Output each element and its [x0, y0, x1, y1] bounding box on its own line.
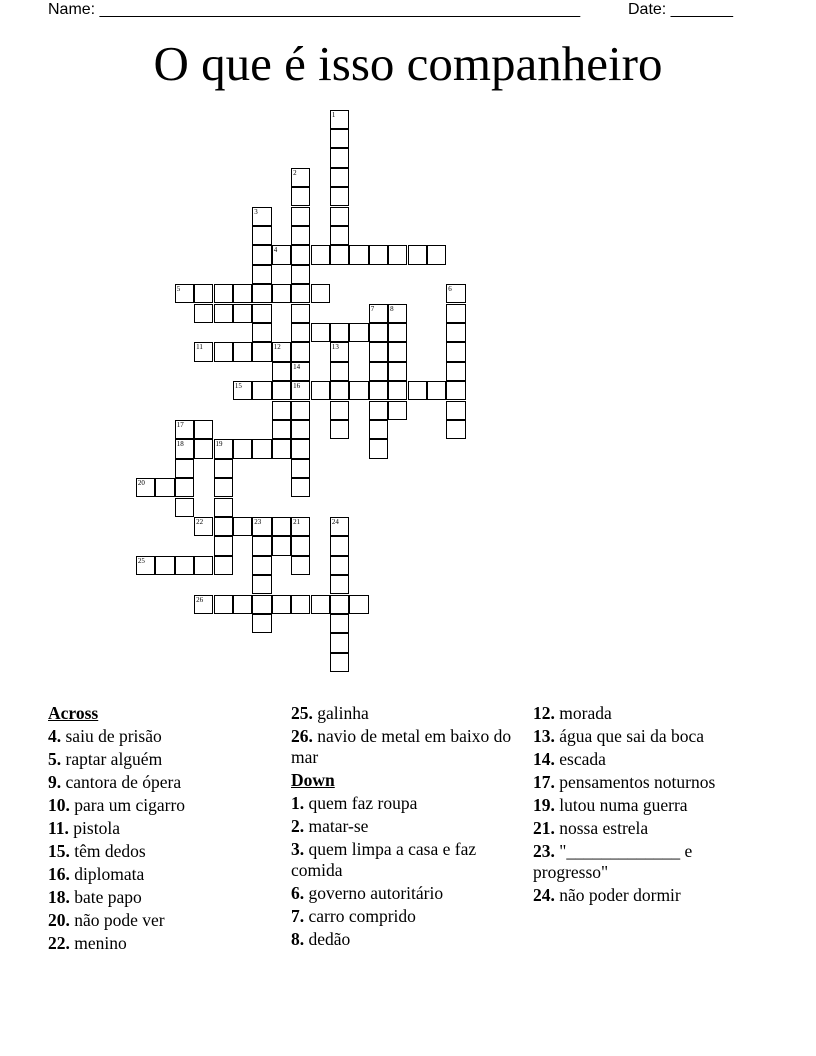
grid-cell[interactable]	[330, 420, 349, 439]
grid-cell[interactable]	[291, 226, 310, 245]
clue-item-number: 15.	[48, 841, 70, 861]
clue-item-number: 19.	[533, 795, 555, 815]
clue-item-text: água que sai da boca	[554, 726, 705, 746]
clue-item	[533, 885, 768, 906]
grid-cell[interactable]	[252, 342, 271, 361]
clue-column-3	[533, 703, 768, 908]
grid-cell[interactable]	[446, 401, 465, 420]
grid-cell[interactable]	[252, 284, 271, 303]
grid-cell[interactable]	[214, 284, 233, 303]
grid-cell[interactable]	[272, 595, 291, 614]
grid-cell[interactable]	[330, 401, 349, 420]
grid-cell[interactable]	[175, 284, 194, 303]
clue-item	[48, 772, 283, 793]
grid-cell[interactable]	[388, 401, 407, 420]
clue-item	[48, 749, 283, 770]
grid-cell[interactable]	[291, 517, 310, 536]
grid-cell[interactable]	[291, 362, 310, 381]
grid-cell[interactable]	[136, 478, 155, 497]
date-field-line: Date: _______	[628, 1, 733, 18]
grid-cell[interactable]	[214, 439, 233, 458]
clue-column-1	[48, 703, 283, 956]
grid-cell[interactable]	[330, 110, 349, 129]
grid-cell[interactable]	[272, 420, 291, 439]
grid-cell[interactable]	[330, 556, 349, 575]
grid-cell[interactable]	[272, 245, 291, 264]
clue-number: 18	[176, 440, 184, 449]
grid-cell[interactable]	[233, 284, 252, 303]
grid-cell[interactable]	[252, 304, 271, 323]
grid-cell[interactable]	[175, 439, 194, 458]
clue-item-text: têm dedos	[69, 841, 146, 861]
grid-cell[interactable]	[446, 323, 465, 342]
grid-cell[interactable]	[330, 342, 349, 361]
clue-item-text: bate papo	[69, 887, 142, 907]
clue-item	[291, 883, 526, 904]
grid-cell[interactable]	[194, 342, 213, 361]
grid-cell[interactable]	[194, 595, 213, 614]
grid-cell[interactable]	[446, 304, 465, 323]
grid-cell[interactable]	[155, 478, 174, 497]
grid-cell[interactable]	[388, 245, 407, 264]
name-field-line: Name: ______________________________________________________	[48, 1, 581, 18]
clue-item-text: lutou numa guerra	[554, 795, 688, 815]
grid-cell[interactable]	[233, 304, 252, 323]
clue-item-number: 25.	[291, 703, 313, 723]
clue-number: 7	[370, 304, 375, 313]
clue-item-number: 18.	[48, 887, 70, 907]
clue-item	[533, 818, 768, 839]
grid-cell[interactable]	[194, 556, 213, 575]
grid-cell[interactable]	[330, 323, 349, 342]
grid-cell[interactable]	[194, 439, 213, 458]
grid-cell[interactable]	[272, 401, 291, 420]
grid-cell[interactable]	[252, 265, 271, 284]
grid-cell[interactable]	[272, 362, 291, 381]
clue-number: 16	[293, 382, 301, 391]
clue-item-text: nossa estrela	[554, 818, 649, 838]
grid-cell[interactable]	[408, 381, 427, 400]
grid-cell[interactable]	[233, 381, 252, 400]
clue-item	[533, 841, 768, 883]
clue-item	[291, 703, 526, 724]
grid-cell[interactable]	[291, 478, 310, 497]
page-title: O que é isso companheiro	[153, 36, 663, 91]
grid-cell[interactable]	[252, 439, 271, 458]
clue-item-text: pensamentos noturnos	[554, 772, 716, 792]
clue-item-text: diplomata	[69, 864, 145, 884]
clue-item-text: pistola	[68, 818, 120, 838]
clue-item-text: não pode ver	[69, 910, 165, 930]
clue-item-text: quem faz roupa	[304, 793, 418, 813]
clue-item	[48, 795, 283, 816]
grid-cell[interactable]	[291, 342, 310, 361]
clue-item-number: 23.	[533, 841, 555, 861]
clue-number: 14	[293, 362, 301, 371]
grid-cell[interactable]	[175, 498, 194, 517]
grid-cell[interactable]	[369, 401, 388, 420]
clue-item-number: 12.	[533, 703, 555, 723]
grid-cell[interactable]	[194, 284, 213, 303]
grid-cell[interactable]	[349, 245, 368, 264]
clue-item-number: 9.	[48, 772, 62, 792]
clue-item	[533, 795, 768, 816]
clue-item	[48, 726, 283, 747]
clue-item	[48, 887, 283, 908]
clue-item	[533, 726, 768, 747]
clue-number: 23	[254, 517, 262, 526]
grid-cell[interactable]	[272, 342, 291, 361]
grid-cell[interactable]	[291, 536, 310, 555]
grid-cell[interactable]	[214, 342, 233, 361]
clue-item	[291, 816, 526, 837]
grid-cell[interactable]	[330, 362, 349, 381]
clue-item-number: 16.	[48, 864, 70, 884]
clue-item	[48, 933, 283, 954]
grid-cell[interactable]	[330, 517, 349, 536]
grid-cell[interactable]	[291, 207, 310, 226]
grid-cell[interactable]	[214, 517, 233, 536]
clue-number: 4	[273, 246, 278, 255]
grid-cell[interactable]	[446, 342, 465, 361]
grid-cell[interactable]	[175, 556, 194, 575]
down-heading: Down	[291, 770, 335, 790]
grid-cell[interactable]	[427, 245, 446, 264]
clue-number: 20	[137, 479, 145, 488]
grid-cell[interactable]	[388, 381, 407, 400]
grid-cell[interactable]	[330, 653, 349, 672]
clue-item-number: 7.	[291, 906, 305, 926]
clue-item-text: dedão	[304, 929, 351, 949]
grid-cell[interactable]	[272, 439, 291, 458]
grid-cell[interactable]	[330, 595, 349, 614]
grid-cell[interactable]	[233, 595, 252, 614]
clue-item	[291, 726, 526, 768]
grid-cell[interactable]	[252, 245, 271, 264]
clue-item	[291, 839, 526, 881]
clue-item-text: galinha	[312, 703, 369, 723]
grid-cell[interactable]	[272, 284, 291, 303]
clue-item-text: saiu de prisão	[61, 726, 162, 746]
grid-cell[interactable]	[233, 439, 252, 458]
grid-cell[interactable]	[252, 556, 271, 575]
grid-cell[interactable]	[291, 245, 310, 264]
clue-item-text: morada	[554, 703, 612, 723]
clue-item	[533, 772, 768, 793]
grid-cell[interactable]	[194, 420, 213, 439]
clue-item-text: menino	[69, 933, 127, 953]
clue-item-text: "_____________ e progresso"	[533, 841, 693, 882]
grid-cell[interactable]	[291, 304, 310, 323]
across-heading: Across	[48, 703, 99, 723]
grid-cell[interactable]	[252, 575, 271, 594]
clue-item	[533, 749, 768, 770]
clue-number: 1	[331, 110, 336, 119]
clue-item	[291, 793, 526, 814]
clue-item-number: 17.	[533, 772, 555, 792]
clue-item-number: 22.	[48, 933, 70, 953]
grid-cell[interactable]	[330, 129, 349, 148]
grid-cell[interactable]	[330, 207, 349, 226]
clue-item	[48, 818, 283, 839]
clue-item-text: matar-se	[304, 816, 369, 836]
grid-cell[interactable]	[155, 556, 174, 575]
grid-cell[interactable]	[349, 595, 368, 614]
clue-item-text: quem limpa a casa e faz comida	[291, 839, 477, 880]
grid-cell[interactable]	[446, 362, 465, 381]
clue-item-text: não poder dormir	[554, 885, 681, 905]
clue-item-number: 11.	[48, 818, 69, 838]
grid-cell[interactable]	[252, 323, 271, 342]
grid-cell[interactable]	[214, 304, 233, 323]
grid-cell[interactable]	[330, 381, 349, 400]
clue-item-number: 13.	[533, 726, 555, 746]
grid-cell[interactable]	[349, 381, 368, 400]
grid-cell[interactable]	[330, 614, 349, 633]
clue-number: 21	[293, 517, 301, 526]
grid-cell[interactable]	[214, 459, 233, 478]
grid-cell[interactable]	[388, 304, 407, 323]
clue-number: 15	[234, 382, 242, 391]
clue-item-number: 20.	[48, 910, 70, 930]
grid-cell[interactable]	[233, 342, 252, 361]
grid-cell[interactable]	[291, 284, 310, 303]
clue-item-text: carro comprido	[304, 906, 416, 926]
grid-cell[interactable]	[175, 478, 194, 497]
clue-item	[48, 841, 283, 862]
grid-cell[interactable]	[272, 381, 291, 400]
clue-item-number: 3.	[291, 839, 305, 859]
grid-cell[interactable]	[214, 498, 233, 517]
clue-item-number: 4.	[48, 726, 62, 746]
grid-cell[interactable]	[214, 478, 233, 497]
grid-cell[interactable]	[369, 245, 388, 264]
grid-cell[interactable]	[233, 517, 252, 536]
clue-number: 8	[390, 304, 394, 313]
grid-cell[interactable]	[252, 207, 271, 226]
clue-item-text: escada	[554, 749, 606, 769]
clue-item-number: 10.	[48, 795, 70, 815]
clue-item-text: governo autoritário	[304, 883, 444, 903]
grid-cell[interactable]	[388, 342, 407, 361]
clue-number: 26	[196, 595, 204, 604]
grid-cell[interactable]	[369, 304, 388, 323]
grid-cell[interactable]	[252, 226, 271, 245]
clue-number: 3	[254, 207, 258, 216]
clue-item-number: 1.	[291, 793, 305, 813]
clue-item	[48, 864, 283, 885]
grid-cell[interactable]	[291, 439, 310, 458]
grid-cell[interactable]	[330, 168, 349, 187]
grid-cell[interactable]	[175, 420, 194, 439]
grid-cell[interactable]	[291, 556, 310, 575]
grid-cell[interactable]	[330, 536, 349, 555]
clue-item-text: cantora de ópera	[61, 772, 182, 792]
grid-cell[interactable]	[388, 362, 407, 381]
grid-cell[interactable]	[291, 401, 310, 420]
grid-cell[interactable]	[214, 595, 233, 614]
clue-item-number: 8.	[291, 929, 305, 949]
clue-number: 11	[196, 343, 203, 352]
clue-item-number: 24.	[533, 885, 555, 905]
grid-cell[interactable]	[194, 517, 213, 536]
grid-cell[interactable]	[291, 381, 310, 400]
grid-cell[interactable]	[252, 595, 271, 614]
grid-cell[interactable]	[291, 323, 310, 342]
grid-cell[interactable]	[214, 556, 233, 575]
grid-cell[interactable]	[446, 420, 465, 439]
clue-item	[48, 910, 283, 931]
grid-cell[interactable]	[272, 517, 291, 536]
clue-number: 6	[448, 285, 452, 294]
grid-cell[interactable]	[214, 536, 233, 555]
grid-cell[interactable]	[330, 633, 349, 652]
grid-cell[interactable]	[408, 245, 427, 264]
clue-item-number: 5.	[48, 749, 62, 769]
grid-cell[interactable]	[330, 148, 349, 167]
clue-item-number: 14.	[533, 749, 555, 769]
clue-item-text: navio de metal em baixo do mar	[291, 726, 512, 767]
clue-number: 13	[331, 343, 339, 352]
clue-number: 25	[137, 556, 145, 565]
clue-number: 5	[176, 285, 181, 294]
grid-cell[interactable]	[311, 381, 330, 400]
clue-number: 24	[331, 517, 339, 526]
grid-cell[interactable]	[349, 323, 368, 342]
grid-cell[interactable]	[252, 536, 271, 555]
grid-cell[interactable]	[388, 323, 407, 342]
grid-cell[interactable]	[311, 245, 330, 264]
grid-cell[interactable]	[291, 595, 310, 614]
grid-cell[interactable]	[369, 381, 388, 400]
grid-cell[interactable]	[194, 304, 213, 323]
clue-item-number: 6.	[291, 883, 305, 903]
clue-item	[291, 906, 526, 927]
grid-cell[interactable]	[446, 284, 465, 303]
grid-cell[interactable]	[252, 614, 271, 633]
clue-column-2	[291, 703, 526, 952]
grid-cell[interactable]	[369, 323, 388, 342]
grid-cell[interactable]	[311, 595, 330, 614]
clue-number: 12	[273, 343, 281, 352]
clue-number: 2	[293, 168, 297, 177]
clue-item-number: 2.	[291, 816, 305, 836]
clue-item-text: raptar alguém	[61, 749, 163, 769]
clue-item-number: 21.	[533, 818, 555, 838]
grid-cell[interactable]	[369, 342, 388, 361]
grid-cell[interactable]	[427, 381, 446, 400]
grid-cell[interactable]	[291, 459, 310, 478]
clue-item-number: 26.	[291, 726, 313, 746]
grid-cell[interactable]	[136, 556, 155, 575]
grid-cell[interactable]	[330, 226, 349, 245]
grid-cell[interactable]	[291, 420, 310, 439]
grid-cell[interactable]	[330, 245, 349, 264]
grid-cell[interactable]	[330, 575, 349, 594]
clue-number: 17	[176, 420, 184, 429]
clue-number: 22	[196, 517, 204, 526]
grid-cell[interactable]	[175, 459, 194, 478]
clue-item-text: para um cigarro	[69, 795, 186, 815]
grid-cell[interactable]	[369, 362, 388, 381]
grid-cell[interactable]	[291, 265, 310, 284]
grid-cell[interactable]	[369, 420, 388, 439]
grid-cell[interactable]	[446, 381, 465, 400]
grid-cell[interactable]	[252, 381, 271, 400]
grid-cell[interactable]	[311, 284, 330, 303]
clue-item	[533, 703, 768, 724]
grid-cell[interactable]	[291, 168, 310, 187]
grid-cell[interactable]	[311, 323, 330, 342]
clue-number: 19	[215, 440, 223, 449]
grid-cell[interactable]	[291, 187, 310, 206]
grid-cell[interactable]	[369, 439, 388, 458]
clue-item	[291, 929, 526, 950]
grid-cell[interactable]	[252, 517, 271, 536]
grid-cell[interactable]	[272, 536, 291, 555]
grid-cell[interactable]	[330, 187, 349, 206]
